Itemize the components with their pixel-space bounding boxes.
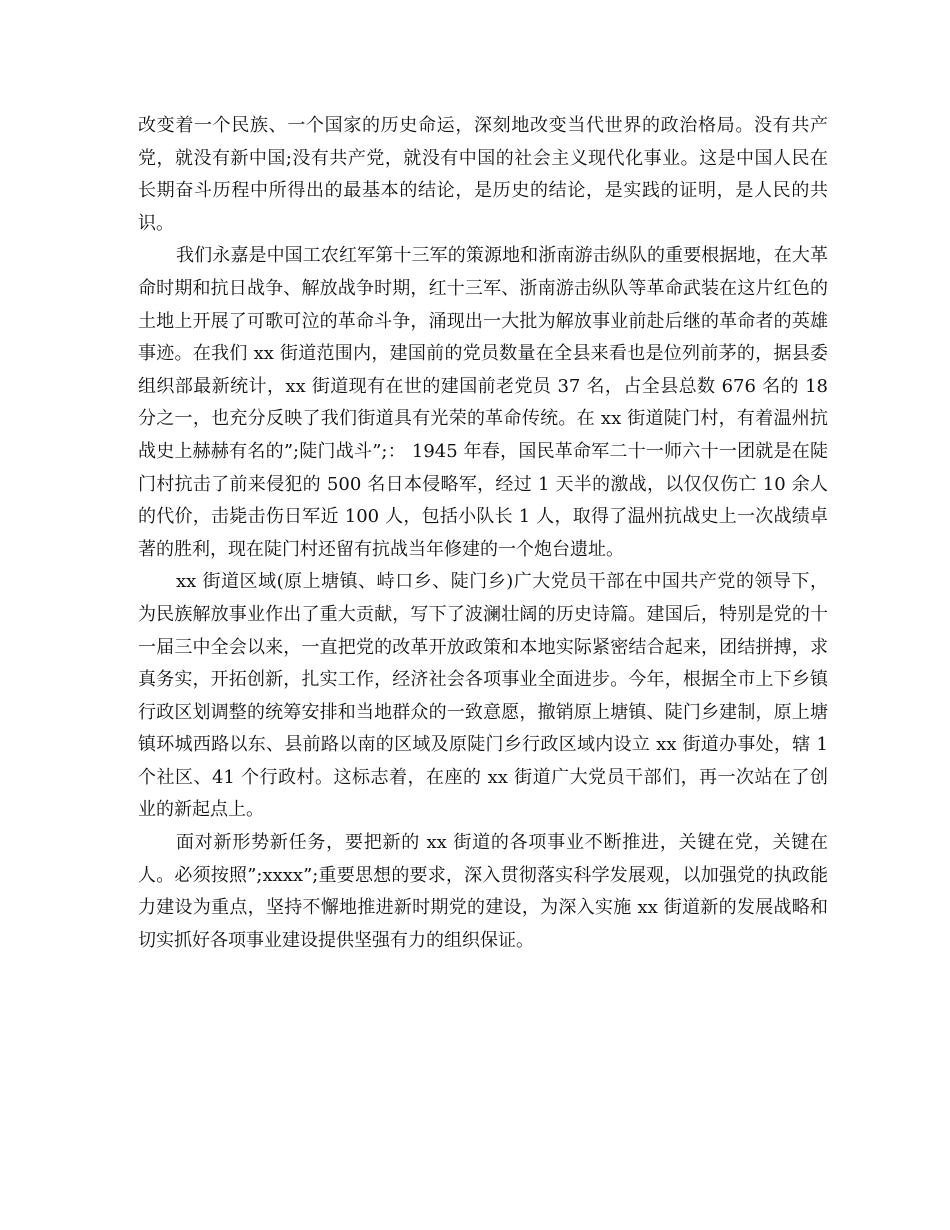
- paragraph-1: 改变着一个民族、一个国家的历史命运，深刻地改变当代世界的政治格局。没有共产党，就没有新中国;没有共产党，就没有中国的社会主义现代化事业。这是中国人民在长期奋斗历程中所得出的最基本的结论，是历史的结论，是实践的证明，是人民的共识。: [138, 115, 828, 234]
- document-page: [138, 110, 828, 957]
- paragraph-2: 我们永嘉是中国工农红军第十三军的策源地和浙南游击纵队的重要根据地，在大革命时期和抗日战争、解放战争时期，红十三军、浙南游击纵队等革命武装在这片红色的土地上开展了可歌可泣的革命斗争，涌现出一大批为解放事业前赴后继的革命者的英雄事迹。在我们 xx 街道范围内，建国前的党员数量在全县来看也是位列前茅的，据县委组织部最新统计，xx 街道现有在世的建国前老党员 37 名，占全县总数 676 名的 18 分之一，也充分反映了我们街道具有光荣的革命传统。在 xx 街道陡门村，有着温州抗战史上赫赫有名的”;陡门战斗”;： 1945 年春，国民革命军二十一师六十一团就是在陡门村抗击了前来侵犯的 500 名日本侵略军，经过 1 天半的激战，以仅仅伤亡 10 余人的代价，击毙击伤日军近 100 人，包括小队长 1 人，取得了温州抗战史上一次战绩卓著的胜利，现在陡门村还留有抗战当年修建的一个炮台遗址。: [138, 245, 828, 560]
- paragraph-3: xx 街道区域(原上塘镇、峙口乡、陡门乡)广大党员干部在中国共产党的领导下，为民族解放事业作出了重大贡献，写下了波澜壮阔的历史诗篇。建国后，特别是党的十一届三中全会以来，一直把党的改革开放政策和本地实际紧密结合起来，团结拼搏，求真务实，开拓创新，扎实工作，经济社会各项事业全面进步。今年，根据全市上下乡镇行政区划调整的统筹安排和当地群众的一致意愿，撤销原上塘镇、陡门乡建制，原上塘镇环城西路以东、县前路以南的区域及原陡门乡行政区域内设立 xx 街道办事处，辖 1 个社区、41 个行政村。这标志着，在座的 xx 街道广大党员干部们，再一次站在了创业的新起点上。: [138, 571, 828, 821]
- paragraph-4: 面对新形势新任务，要把新的 xx 街道的各项事业不断推进，关键在党，关键在人。必须按照”;xxxx”;重要思想的要求，深入贯彻落实科学发展观，以加强党的执政能力建设为重点，坚持不懈地推进新时期党的建设，为深入实施 xx 街道新的发展战略和切实抓好各项事业建设提供坚强有力的组织保证。: [138, 832, 828, 951]
